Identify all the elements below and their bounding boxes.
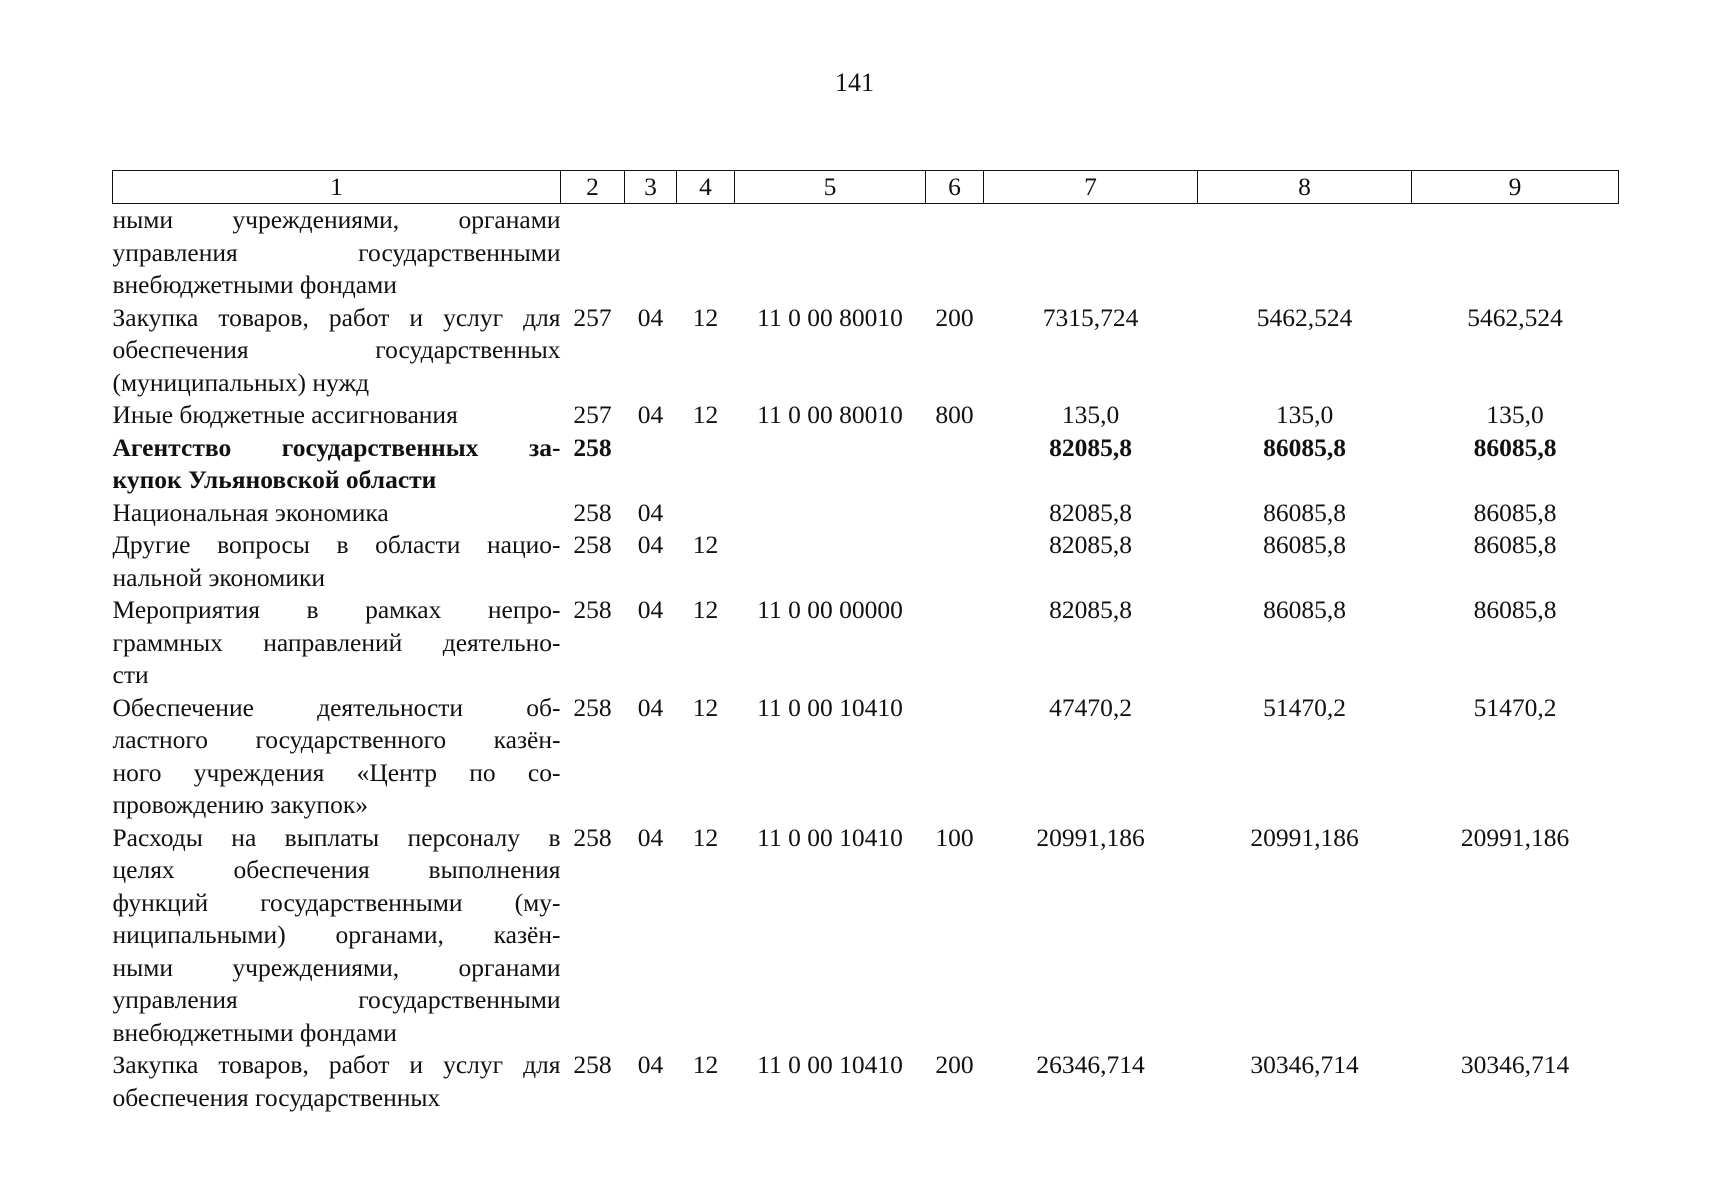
cell-c6 [926,497,984,530]
cell-c3: 04 [637,822,664,852]
column-header: 1 [113,171,561,204]
cell-c2: 258 [573,1050,612,1079]
cell-c5: 11 0 00 00000 [757,595,903,624]
cell-c2: 258 [573,692,612,722]
description-line: Агентство государственных за- [112,432,561,462]
cell-c6: 200 [935,302,974,332]
description-line: внебюджетными фондами [112,270,397,299]
cell-c8: 51470,2 [1263,692,1346,722]
cell-c6: 800 [935,400,974,429]
cell-c5 [735,529,926,594]
cell-c4: 12 [692,400,719,429]
cell-c6 [926,529,984,594]
column-header: 3 [625,171,677,204]
cell-c8: 86085,8 [1263,432,1346,462]
cell-c9: 86085,8 [1473,595,1557,624]
cell-c9: 51470,2 [1473,692,1557,722]
cell-c7 [984,204,1198,302]
row-description [113,432,561,497]
table-row [113,302,1619,400]
table-header-row [113,171,1619,204]
cell-c3: 04 [637,1050,664,1079]
cell-c3: 04 [637,497,664,527]
cell-c8: 20991,186 [1250,822,1359,852]
description-line: купок Ульяновской области [112,465,437,494]
cell-c5: 11 0 00 10410 [757,822,903,852]
description-line: сти [112,660,149,689]
cell-c4: 12 [692,692,719,722]
description-line: нальной экономики [112,562,325,592]
cell-c4: 12 [692,1050,719,1079]
cell-c9: 135,0 [1486,400,1544,429]
row-description [113,822,561,1050]
cell-c6 [926,594,984,692]
description-line: управления государственными [112,985,561,1014]
cell-c7: 82085,8 [1049,530,1132,559]
description-line: ластного государственного казён- [112,725,561,754]
cell-c3: 04 [637,530,664,559]
cell-c5: 11 0 00 10410 [757,1050,903,1079]
cell-c6 [926,692,984,822]
cell-c8 [1198,204,1412,302]
description-line: управления государственными [112,237,561,267]
description-line: (муниципальных) нужд [112,367,370,397]
description-line: ного учреждения «Центр по со- [112,757,561,787]
row-description [113,1049,561,1114]
table-row [113,432,1619,497]
table-row [113,204,1619,302]
cell-c3 [625,432,677,497]
cell-c3: 04 [637,595,664,624]
row-description [113,529,561,594]
description-line: Расходы на выплаты персоналу в [112,822,561,852]
description-line: Обеспечение деятельности об- [112,692,561,722]
description-line: Национальная экономика [112,497,389,527]
description-line: внебюджетными фондами [112,1017,397,1047]
cell-c3: 04 [637,692,664,722]
cell-c9: 30346,714 [1460,1050,1570,1079]
cell-c9: 5462,524 [1467,302,1563,332]
cell-c7: 82085,8 [1049,595,1132,624]
cell-c7: 82085,8 [1049,497,1132,527]
table-row [113,692,1619,822]
cell-c4: 12 [692,822,719,852]
description-line: Мероприятия в рамках непро- [112,595,561,624]
cell-c2 [561,204,625,302]
column-header: 6 [926,171,984,204]
row-description [113,204,561,302]
description-line: целях обеспечения выполнения [112,855,561,884]
table-row [113,1049,1619,1114]
cell-c7: 47470,2 [1049,692,1132,722]
page-number: 141 [835,68,874,97]
cell-c7: 82085,8 [1049,432,1132,462]
description-line: функций государственными (му- [112,887,561,917]
cell-c5: 11 0 00 10410 [757,692,903,722]
cell-c8: 86085,8 [1263,530,1346,559]
cell-c8: 86085,8 [1263,595,1346,624]
cell-c8: 135,0 [1275,400,1334,429]
description-line: Иные бюджетные ассигнования [112,400,458,429]
description-line: Другие вопросы в области нацио- [112,530,561,559]
budget-table [112,170,1619,1114]
column-header: 4 [677,171,735,204]
cell-c8: 86085,8 [1263,497,1346,527]
cell-c2: 258 [573,822,612,852]
table-row [113,399,1619,432]
row-description [113,497,561,530]
column-header: 5 [735,171,926,204]
cell-c3: 04 [637,302,664,332]
column-header: 9 [1412,171,1619,204]
cell-c4: 12 [692,530,719,559]
description-line: обеспечения государственных [112,1082,441,1112]
cell-c9: 86085,8 [1473,432,1557,462]
description-line: ными учреждениями, органами [112,205,561,234]
cell-c4 [677,432,735,497]
cell-c5: 11 0 00 80010 [757,400,903,429]
cell-c7: 7315,724 [1042,302,1139,332]
cell-c4: 12 [692,302,719,332]
cell-c9: 86085,8 [1473,530,1557,559]
cell-c2: 258 [573,595,612,624]
cell-c4: 12 [692,595,719,624]
cell-c3: 04 [637,400,664,429]
cell-c9: 20991,186 [1460,822,1570,852]
cell-c9: 86085,8 [1473,497,1557,527]
cell-c7: 20991,186 [1036,822,1145,852]
row-description [113,594,561,692]
description-line: ниципальными) органами, казён- [112,920,561,949]
cell-c7: 135,0 [1061,400,1120,429]
table-row [113,822,1619,1050]
description-line: Закупка товаров, работ и услуг для [112,302,561,332]
description-line: провождению закупок» [112,790,368,819]
cell-c5 [735,497,926,530]
description-line: Закупка товаров, работ и услуг для [112,1050,561,1079]
cell-c4 [677,204,735,302]
cell-c5: 11 0 00 80010 [757,302,903,332]
cell-c2: 258 [573,432,612,462]
row-description [113,302,561,400]
column-header: 7 [984,171,1198,204]
row-description [113,399,561,432]
cell-c2: 258 [573,530,612,559]
cell-c8: 5462,524 [1256,302,1353,332]
column-header: 2 [561,171,625,204]
cell-c5 [735,204,926,302]
cell-c2: 257 [573,302,612,332]
description-line: граммных направлений деятельно- [112,627,561,657]
cell-c6: 200 [935,1050,974,1079]
cell-c9 [1412,204,1619,302]
cell-c7: 26346,714 [1036,1050,1145,1079]
description-line: обеспечения государственных [112,335,561,364]
cell-c6 [926,432,984,497]
column-header: 8 [1198,171,1412,204]
table-row [113,529,1619,594]
cell-c2: 258 [573,497,612,527]
cell-c6 [926,204,984,302]
table-row [113,594,1619,692]
cell-c6: 100 [935,822,974,852]
table-body [113,204,1619,1115]
row-description [113,692,561,822]
table-row [113,497,1619,530]
description-line: ными учреждениями, органами [112,952,561,982]
cell-c8: 30346,714 [1250,1050,1359,1079]
cell-c4 [677,497,735,530]
cell-c3 [625,204,677,302]
cell-c2: 257 [573,400,612,429]
cell-c5 [735,432,926,497]
